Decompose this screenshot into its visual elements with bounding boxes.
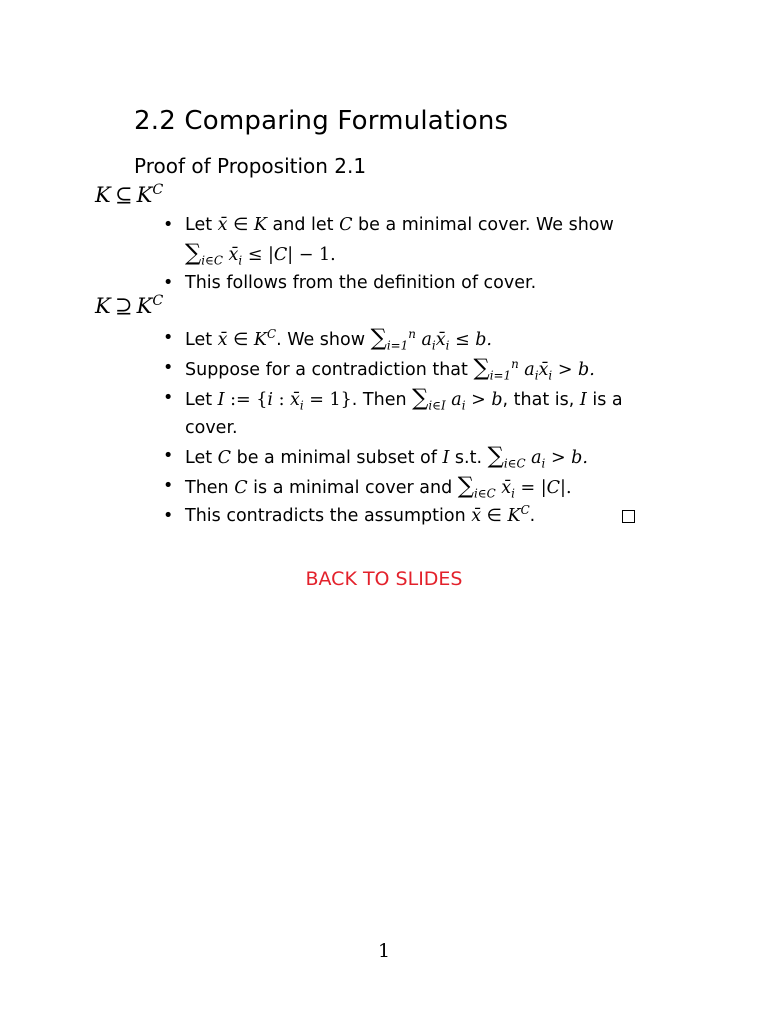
case-superset-list: [160, 324, 635, 530]
list-item: • Let I := {i : $x̄_i = 1$}. Then $\sum_{i\in I}$ $a_i > b$, that is, I is a cover.: [160, 384, 635, 442]
list-item: • Suppose for a contradiction that $\sum_{i=1}^n$ $a_ix̄_i > b$.: [160, 354, 635, 384]
list-item: • Let x̄ ∈ K and let C be a minimal cover. We show $\sum_{i\in C}$ $x̄_i \le |C| - 1$.: [160, 211, 635, 269]
list-item: • Let x̄ ∈ $K^C$. We show $\sum_{i=1}^n$ $a_ix̄_i \le b$.: [160, 324, 635, 354]
list-item: • Then C is a minimal cover and $\sum_{i\in C}$ $x̄_i = |C|$.: [160, 472, 635, 502]
list-item: • This follows from the definition of cover.: [160, 269, 635, 297]
list-item: • This contradicts the assumption x̄ ∈ $K^C$.: [160, 502, 635, 530]
qed-square-icon: [622, 510, 635, 523]
back-to-slides-link[interactable]: BACK TO SLIDES: [305, 568, 463, 590]
list-item: • Let C be a minimal subset of I s.t. $\sum_{i\in C}$ $a_i > b$.: [160, 442, 635, 472]
proof-title: Proof of Proposition 2.1: [134, 154, 367, 178]
case-superset-heading: K ⊇ $K^C$: [95, 293, 164, 318]
section-title: 2.2 Comparing Formulations: [134, 106, 509, 136]
page-number: 1: [377, 940, 391, 962]
case-subset-list: [160, 211, 635, 297]
case-subset-heading: K ⊆ $K^C$: [95, 182, 164, 207]
